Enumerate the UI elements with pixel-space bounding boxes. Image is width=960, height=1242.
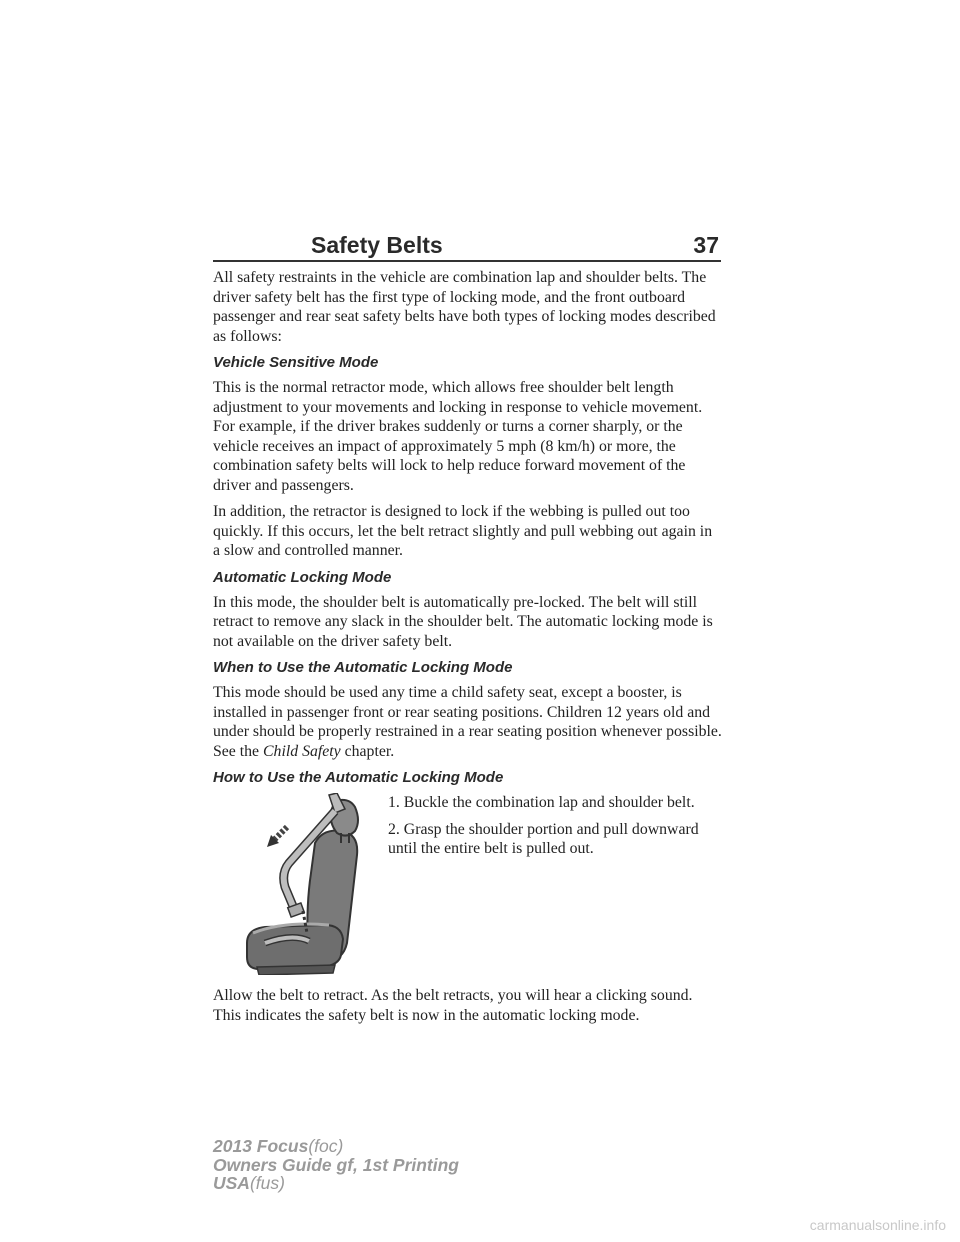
- vehicle-sensitive-paragraph-1: This is the normal retractor mode, which allows free shoulder belt length adjustment to your movements and locking in response to vehicle movement. For example, if the driver brakes suddenly or turns a corner sharply, or the vehicle receives an impact of approximately 5 mph (8 km/h) or more, the combination safety belts will lock to help reduce forward movement of the driver and passengers.: [213, 379, 703, 494]
- page-content: [213, 268, 723, 1032]
- page-title: Safety Belts: [311, 232, 443, 258]
- heading-when-to-use: When to Use the Automatic Locking Mode: [213, 659, 513, 676]
- child-safety-reference: Child Safety: [263, 742, 341, 760]
- footer-line-3: [213, 1174, 459, 1193]
- step-1: 1. Buckle the combination lap and shoulder belt.: [388, 794, 695, 811]
- footer-line-1: [213, 1137, 459, 1156]
- watermark: carmanualsonline.info: [809, 1217, 946, 1233]
- closing-paragraph: Allow the belt to retract. As the belt retracts, you will hear a clicking sound. This indicates the safety belt is now in the automatic locking mode.: [213, 987, 693, 1024]
- footer-region-code: (fus): [249, 1173, 285, 1193]
- when-to-use-text-end: chapter.: [340, 742, 395, 760]
- seat-belt-illustration-icon: [243, 793, 373, 975]
- page-number: 37: [693, 232, 719, 258]
- when-to-use-text: This mode should be used any time a child safety seat, except a booster, is installed in passenger front or rear seating positions. Children 12 years old and under should be properly restrained in a rear seating position whenever possible. See the: [213, 684, 722, 760]
- footer-model: 2013 Focus: [213, 1136, 309, 1156]
- when-to-use-paragraph: [213, 683, 723, 761]
- heading-vehicle-sensitive: Vehicle Sensitive Mode: [213, 354, 379, 371]
- how-to-use-block: [213, 793, 723, 978]
- footer-region: USA: [213, 1173, 250, 1193]
- page-header: [213, 232, 721, 262]
- footer-line-2: Owners Guide gf, 1st Printing: [213, 1154, 459, 1175]
- vehicle-sensitive-paragraph-2: In addition, the retractor is designed to lock if the webbing is pulled out too quickly. If this occurs, let the belt retract slightly and pull webbing out again in a slow and controlled manner.: [213, 503, 713, 559]
- steps-list: [388, 793, 723, 866]
- intro-paragraph: All safety restraints in the vehicle are combination lap and shoulder belts. The driver safety belt has the first type of locking mode, and the front outboard passenger and rear seat safety belts have both types of locking modes described as follows:: [213, 269, 716, 345]
- heading-how-to-use: How to Use the Automatic Locking Mode: [213, 769, 504, 786]
- automatic-locking-paragraph: In this mode, the shoulder belt is automatically pre-locked. The belt will still retract to remove any slack in the shoulder belt. The automatic locking mode is not available on the driver safety belt.: [213, 593, 713, 650]
- document-footer: [213, 1137, 459, 1193]
- heading-automatic-locking: Automatic Locking Mode: [213, 568, 392, 586]
- footer-model-code: (foc): [308, 1136, 344, 1156]
- step-2: 2. Grasp the shoulder portion and pull downward until the entire belt is pulled out.: [388, 820, 699, 857]
